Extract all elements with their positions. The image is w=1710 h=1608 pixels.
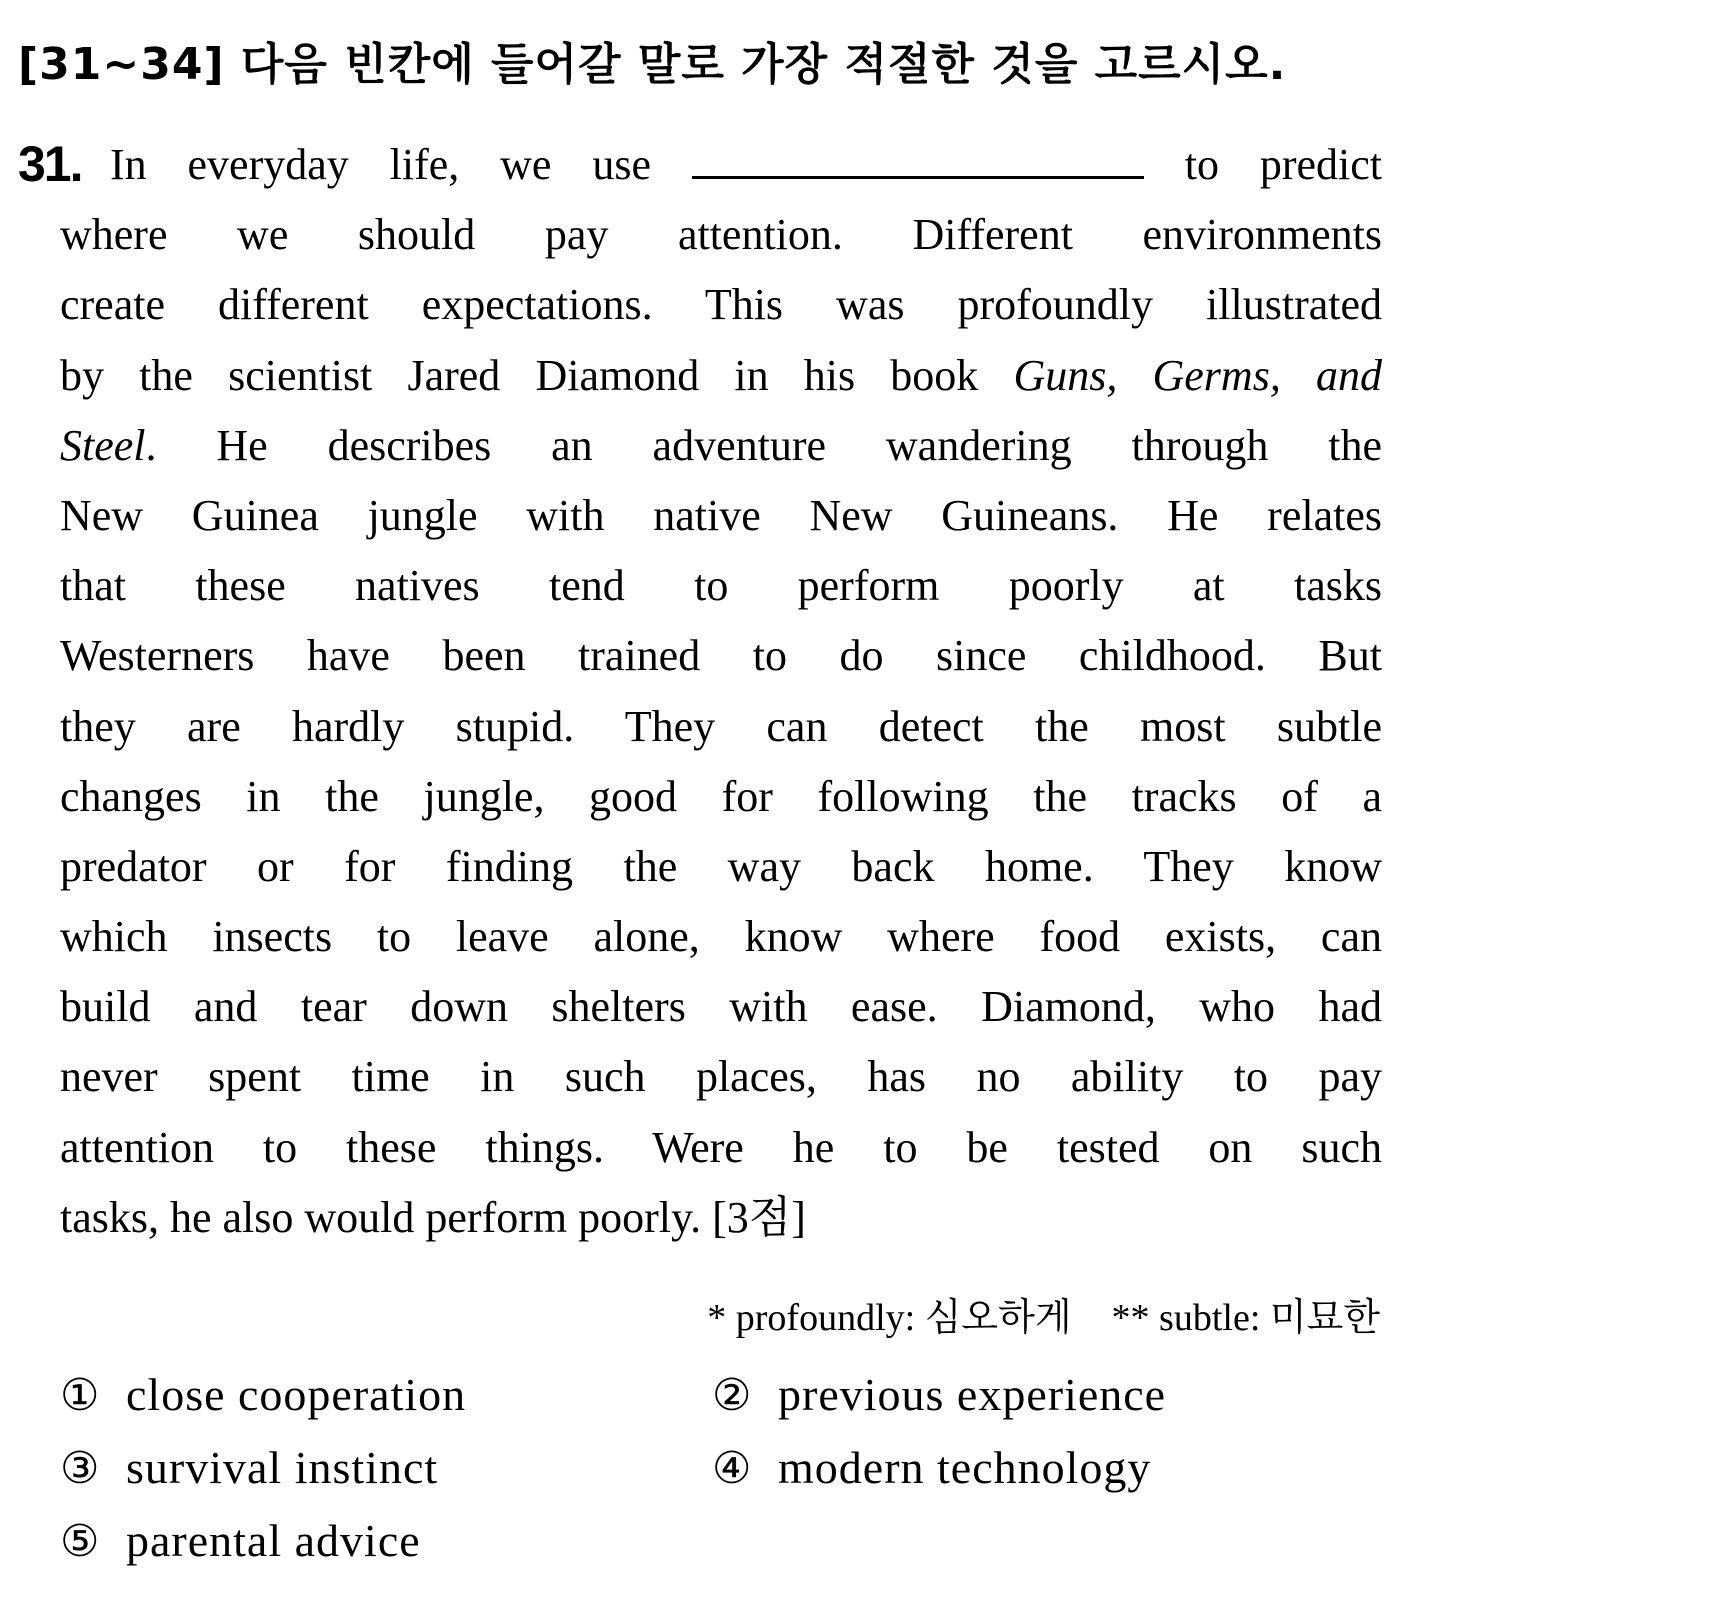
footnotes bbox=[707, 1286, 1380, 1341]
passage-text: changes in the jungle, good for following the tracks of a bbox=[60, 771, 1382, 821]
passage-line bbox=[60, 1113, 1382, 1183]
passage-line bbox=[60, 902, 1382, 972]
book-title: Guns, Germs, and bbox=[1013, 350, 1382, 400]
passage-line bbox=[60, 270, 1382, 340]
option-marker: ② bbox=[712, 1370, 753, 1421]
passage-text: . He describes an adventure wandering through the bbox=[145, 420, 1382, 470]
passage-text: attention to these things. Were he to be tested on such bbox=[60, 1122, 1382, 1172]
passage-text: which insects to leave alone, know where food exists, can bbox=[60, 912, 1382, 962]
option-text: parental advice bbox=[126, 1515, 421, 1566]
passage-line bbox=[60, 551, 1382, 621]
footnote-subtle: ** subtle: 미묘한 bbox=[1111, 1297, 1380, 1339]
option-marker: ③ bbox=[60, 1443, 101, 1494]
footnote-profoundly: * profoundly: 심오하게 bbox=[707, 1297, 1072, 1339]
passage-line bbox=[60, 130, 1382, 200]
option-marker: ⑤ bbox=[60, 1516, 101, 1567]
option-text: modern technology bbox=[778, 1442, 1152, 1493]
passage-text: to predict bbox=[1184, 140, 1382, 189]
passage-text: build and tear down shelters with ease. Diamond, who had bbox=[60, 982, 1382, 1032]
passage-text: create different expectations. This was profoundly illustrated bbox=[60, 280, 1382, 330]
passage-line bbox=[60, 832, 1382, 902]
passage-line bbox=[60, 762, 1382, 832]
passage-line bbox=[60, 1183, 1382, 1253]
option-2[interactable] bbox=[712, 1368, 1166, 1421]
option-marker: ① bbox=[60, 1370, 101, 1421]
passage-text: Westerners have been trained to do since childhood. But bbox=[60, 631, 1382, 681]
passage-text: New Guinea jungle with native New Guineans. He relates bbox=[60, 490, 1382, 540]
passage-text: by the scientist Jared Diamond in his book bbox=[60, 350, 979, 400]
passage-text: that these natives tend to perform poorly at tasks bbox=[60, 561, 1382, 611]
option-1[interactable] bbox=[60, 1368, 466, 1421]
book-title: Steel bbox=[60, 420, 146, 470]
option-3[interactable] bbox=[60, 1441, 438, 1494]
answer-blank bbox=[692, 138, 1144, 179]
passage-line bbox=[60, 972, 1382, 1042]
passage-text: In everyday life, we use bbox=[110, 140, 651, 189]
passage-text: never spent time in such places, has no ability to pay bbox=[60, 1052, 1382, 1102]
option-text: survival instinct bbox=[126, 1442, 439, 1493]
passage-text: they are hardly stupid. They can detect the most subtle bbox=[60, 701, 1382, 751]
passage-text: predator or for finding the way back home. They know bbox=[60, 841, 1382, 891]
passage-line bbox=[60, 341, 1382, 411]
passage-line bbox=[60, 411, 1382, 481]
passage-line bbox=[60, 621, 1382, 691]
passage-line bbox=[60, 200, 1382, 270]
passage-line bbox=[60, 481, 1382, 551]
option-text: previous experience bbox=[778, 1369, 1167, 1420]
section-instruction: [31~34] 다음 빈칸에 들어갈 말로 가장 적절한 것을 고르시오. bbox=[18, 39, 1287, 90]
question-number: 31. bbox=[18, 136, 82, 192]
passage-line bbox=[60, 1042, 1382, 1112]
option-5[interactable] bbox=[60, 1514, 421, 1567]
passage-text: tasks, he also would perform poorly. [3점] bbox=[60, 1192, 806, 1242]
option-text: close cooperation bbox=[126, 1369, 467, 1420]
passage-line bbox=[60, 692, 1382, 762]
passage-text: where we should pay attention. Different environments bbox=[60, 210, 1382, 260]
passage bbox=[60, 130, 1382, 1253]
option-marker: ④ bbox=[712, 1443, 753, 1494]
option-4[interactable] bbox=[712, 1441, 1151, 1494]
